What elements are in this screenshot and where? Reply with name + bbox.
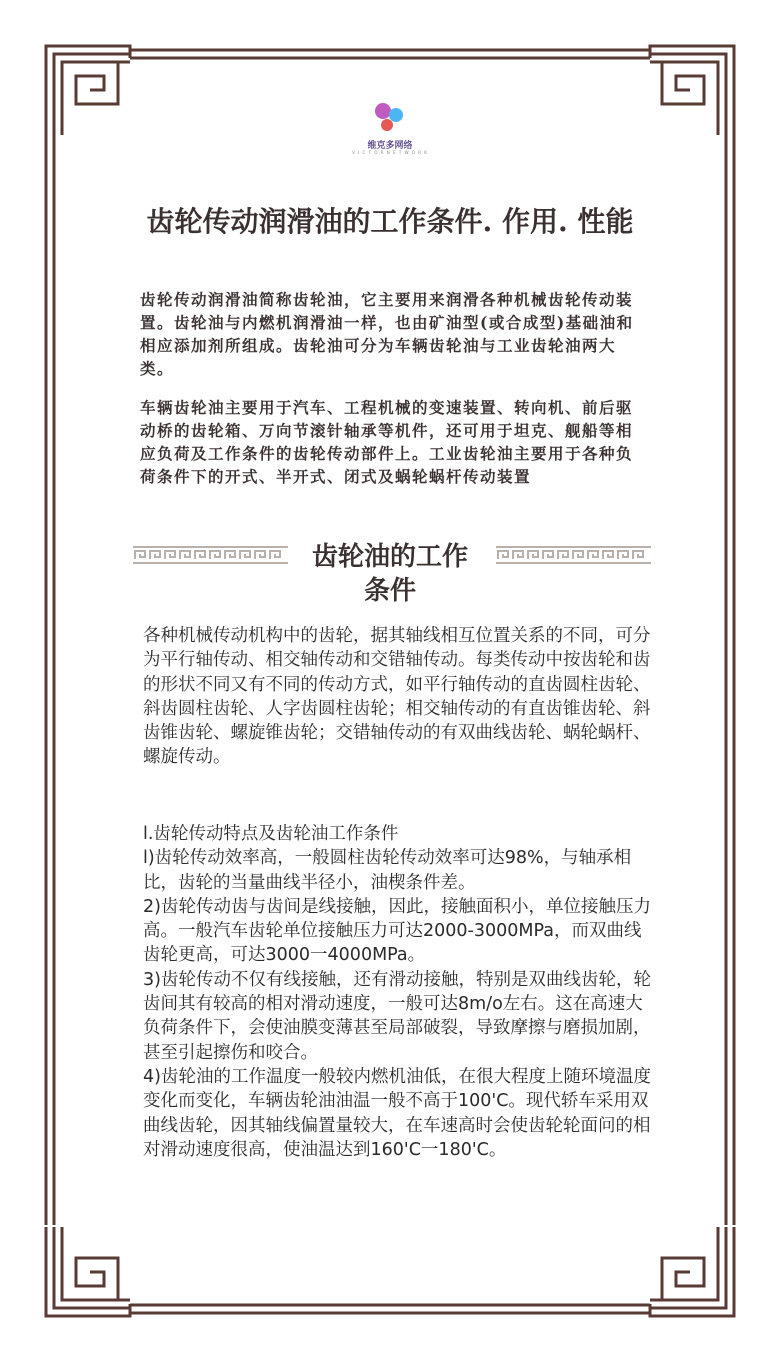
section-heading-line-1: 齿轮油的工作 (311, 542, 468, 572)
features-list (143, 822, 653, 1162)
fret-ornament-left (133, 545, 288, 565)
features-heading: l.齿轮传动特点及齿轮油工作条件 (143, 824, 399, 844)
intro-paragraph-1 (140, 288, 640, 380)
feature-item-1: l)齿轮传动效率高，一般圆柱齿轮传动效率可达98%，与轴承相比，齿轮的当量曲线半径小，油楔条件差。 (143, 848, 632, 893)
intro-text: 车辆齿轮油主要用于汽车、工程机械的变速装置、转向机、前后驱动桥的齿轮箱、万向节滚针轴承等机件，还可用于坦克、舰船等相应负荷及工作条件的齿轮传动部件上。工业齿轮油主要用于各种负荷条件下的开式、半开式、闭式及蜗轮蜗杆传动装置 (140, 398, 634, 486)
feature-item-4: 4)齿轮油的工作温度一般较内燃机油低，在很大程度上随环境温度变化而变化，车辆齿轮油油温一般不高于100'C。现代轿车采用双曲线齿轮，因其轴线偏置量较大，在车速高时会使齿轮轮面问的相对滑动速度很高，使油温达到160'C一180'C。 (143, 1066, 651, 1160)
intro-paragraph-2 (140, 396, 640, 488)
logo (352, 98, 428, 158)
intro-text: 齿轮传动润滑油简称齿轮油，它主要用来润滑各种机械齿轮传动装置。齿轮油与内燃机润滑油一样，也由矿油型(或合成型)基础油和相应添加剂所组成。齿轮油可分为车辆齿轮油与工业齿轮油两大类。 (140, 290, 634, 378)
feature-item-2: 2)齿轮传动齿与齿间是线接触，因此，接触面积小，单位接触压力高。一般汽车齿轮单位接触压力可达2000-3000MPa，而双曲线齿轮更高，可达3000一4000MPa。 (143, 896, 651, 966)
logo-name: 维克多网络 (367, 141, 413, 151)
section-heading-line-2: 条件 (363, 576, 416, 606)
body-paragraph (143, 624, 653, 770)
logo-subtitle: V I C T O R N E T W O R K (352, 150, 428, 155)
body-text: 各种机械传动机构中的齿轮，据其轴线相互位置关系的不同，可分为平行轴传动、相交轴传动和交错轴传动。每类传动中按齿轮和齿的形状不同又有不同的传动方式，如平行轴传动的直齿圆柱齿轮、斜齿圆柱齿轮、人字齿圆柱齿轮；相交轴传动的有直齿锥齿轮、斜齿锥齿轮、螺旋锥齿轮；交错轴传动的有双曲线齿轮、蜗轮蜗杆、螺旋传动。 (143, 626, 651, 768)
section-heading (290, 540, 490, 608)
feature-item-3: 3)齿轮传动不仅有线接触，还有滑动接触，特别是双曲线齿轮，轮齿间其有较高的相对滑动速度，一般可达8m/o左右。这在高速大负荷条件下，会使油膜变薄甚至局部破裂，导致摩擦与磨损加剧，甚至引起擦伤和咬合。 (143, 969, 651, 1063)
logo-icon (352, 98, 428, 138)
page-title: 齿轮传动润滑油的工作条件. 作用. 性能 (146, 205, 634, 238)
fret-ornament-right (496, 545, 651, 565)
